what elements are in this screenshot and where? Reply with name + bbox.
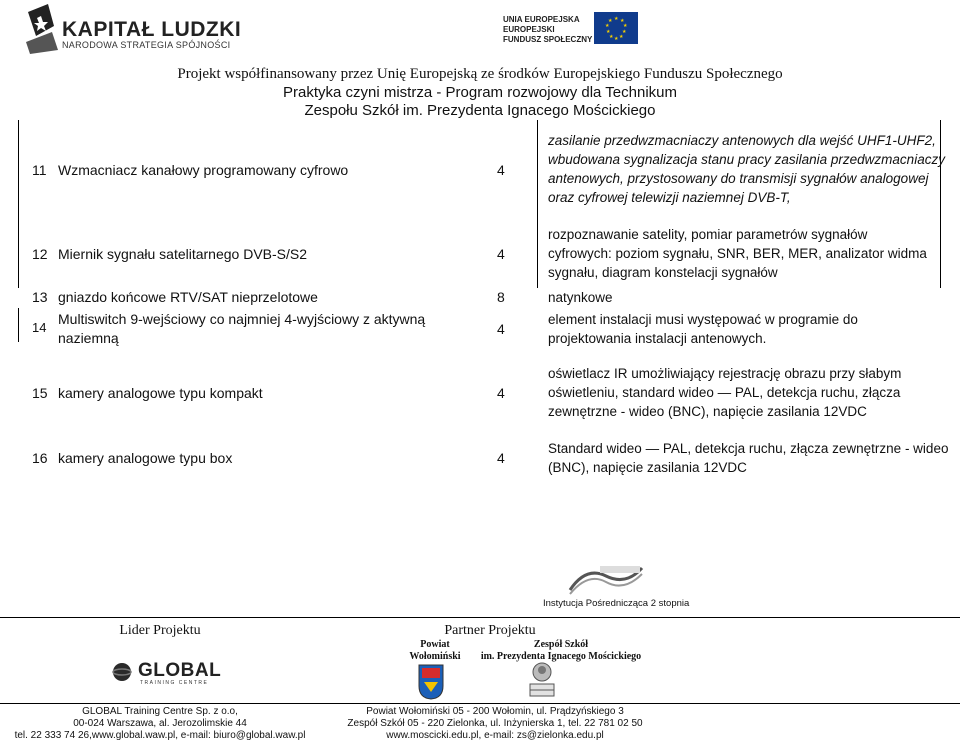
svg-text:★: ★	[622, 29, 627, 35]
partner-label: Partner Projektu	[444, 623, 536, 638]
row-number: 11	[32, 162, 47, 178]
table-border-left	[18, 120, 19, 288]
global-logo: GLOBAL TRAINING CENTRE	[112, 660, 212, 686]
svg-text:★: ★	[614, 36, 619, 42]
svg-text:★: ★	[623, 23, 628, 29]
row-number: 15	[32, 385, 48, 401]
school-emblem-icon	[524, 660, 560, 700]
eu-flag-icon	[594, 12, 638, 44]
row-quantity: 4	[497, 162, 505, 178]
row-name: Miernik sygnału satelitarnego DVB-S/S2	[58, 246, 308, 262]
powiat-label: Powiat Wołomiński	[409, 639, 461, 662]
row-description: rozpoznawanie satelity, pomiar parametrów sygnałów cyfrowych: poziom sygnału, SNR, BER, MER, analizator widma sygnału, diagram konstelacji sygnałów	[548, 227, 927, 280]
header-line-1: Projekt współfinansowany przez Unię Europejską ze środków Europejskiego Funduszu Społecznego	[177, 66, 783, 82]
row-description: oświetlacz IR umożliwiający rejestrację obrazu przy słabym oświetleniu, standard wideo — PAL, detekcja ruchu, złącza zewnętrzne - wideo (BNC), napięcie zasilania 12VDC	[548, 366, 902, 419]
svg-text:★: ★	[614, 16, 619, 22]
row-quantity: 4	[497, 385, 505, 401]
instytucja-posredniczaca-label: Instytucja Pośrednicząca 2 stopnia	[543, 598, 690, 609]
kapital-ludzki-title: KAPITAŁ LUDZKI	[62, 18, 242, 41]
row-description: element instalacji musi występować w programie do projektowania instalacji antenowych.	[548, 312, 858, 346]
footer-top-rule	[0, 617, 960, 618]
partner-address: Powiat Wołomiński 05 - 200 Wołomin, ul. Prądzyńskiego 3 Zespół Szkół 05 - 220 Zielonka, ul. Inżynierska 1, tel. 22 781 02 50 www.moscicki.edu.pl, e-mail: zs@zielonka.edu.pl	[347, 706, 643, 741]
row-quantity: 8	[497, 289, 505, 305]
row-quantity: 4	[497, 321, 505, 337]
row-name: kamery analogowe typu box	[58, 450, 233, 466]
row-name: Multiswitch 9-wejściowy co najmniej 4-wyjściowy z aktywną naziemną	[58, 311, 426, 346]
row-quantity: 4	[497, 450, 505, 466]
svg-text:★: ★	[620, 18, 625, 24]
header-line-2: Praktyka czyni mistrza - Program rozwojowy dla Technikum	[282, 84, 677, 101]
powiat-coat-of-arms-icon	[418, 664, 444, 700]
row-name: kamery analogowe typu kompakt	[58, 385, 263, 401]
kapital-ludzki-star-logo	[24, 2, 60, 54]
ue-logo-text: UNIA EUROPEJSKA EUROPEJSKI FUNDUSZ SPOŁECZNY	[503, 15, 593, 44]
instytucja-posredniczaca-logo	[566, 562, 646, 596]
svg-text:★: ★	[608, 18, 613, 24]
row-quantity: 4	[497, 246, 505, 262]
svg-text:★: ★	[606, 29, 611, 35]
table-border-mid	[537, 120, 538, 288]
row-description: natynkowe	[548, 290, 613, 305]
row-description: Standard wideo — PAL, detekcja ruchu, złącza zewnętrzne - wideo (BNC), napięcie zasilania 12VDC	[548, 441, 949, 475]
table-border-left-2	[18, 308, 19, 342]
row-name: gniazdo końcowe RTV/SAT nieprzelotowe	[58, 289, 318, 305]
svg-text:★: ★	[605, 23, 610, 29]
header-line-3: Zespołu Szkół im. Prezydenta Ignacego Mościckiego	[304, 102, 656, 119]
zespol-szkol-label: Zespół Szkół im. Prezydenta Ignacego Mościckiego	[480, 639, 642, 662]
row-name: Wzmacniacz kanałowy programowany cyfrowo	[58, 162, 349, 178]
svg-text:★: ★	[619, 34, 624, 40]
row-description: zasilanie przedwzmacniaczy antenowych dla wejść UHF1-UHF2, wbudowana sygnalizacja stanu pracy zasilania przedwzmacniaczy antenowych, przystosowany do transmisji sygnałów analogowej oraz cyfrowej telewizji naziemnej DVB-T,	[548, 133, 945, 205]
global-globe-icon	[112, 662, 134, 682]
row-number: 12	[32, 246, 48, 262]
svg-text:★: ★	[609, 34, 614, 40]
lider-label: Lider Projektu	[119, 623, 201, 638]
row-number: 13	[32, 289, 48, 305]
row-number: 16	[32, 450, 48, 466]
row-number: 14	[32, 320, 47, 335]
lider-address: GLOBAL Training Centre Sp. z o.o, 00-024 Warszawa, al. Jerozolimskie 44 tel. 22 333 74 26,www.global.waw.pl, e-mail: biuro@global.waw.pl	[14, 706, 306, 741]
footer-address-rule	[0, 703, 960, 704]
kapital-ludzki-subtitle: NARODOWA STRATEGIA SPÓJNOŚCI	[62, 40, 231, 50]
